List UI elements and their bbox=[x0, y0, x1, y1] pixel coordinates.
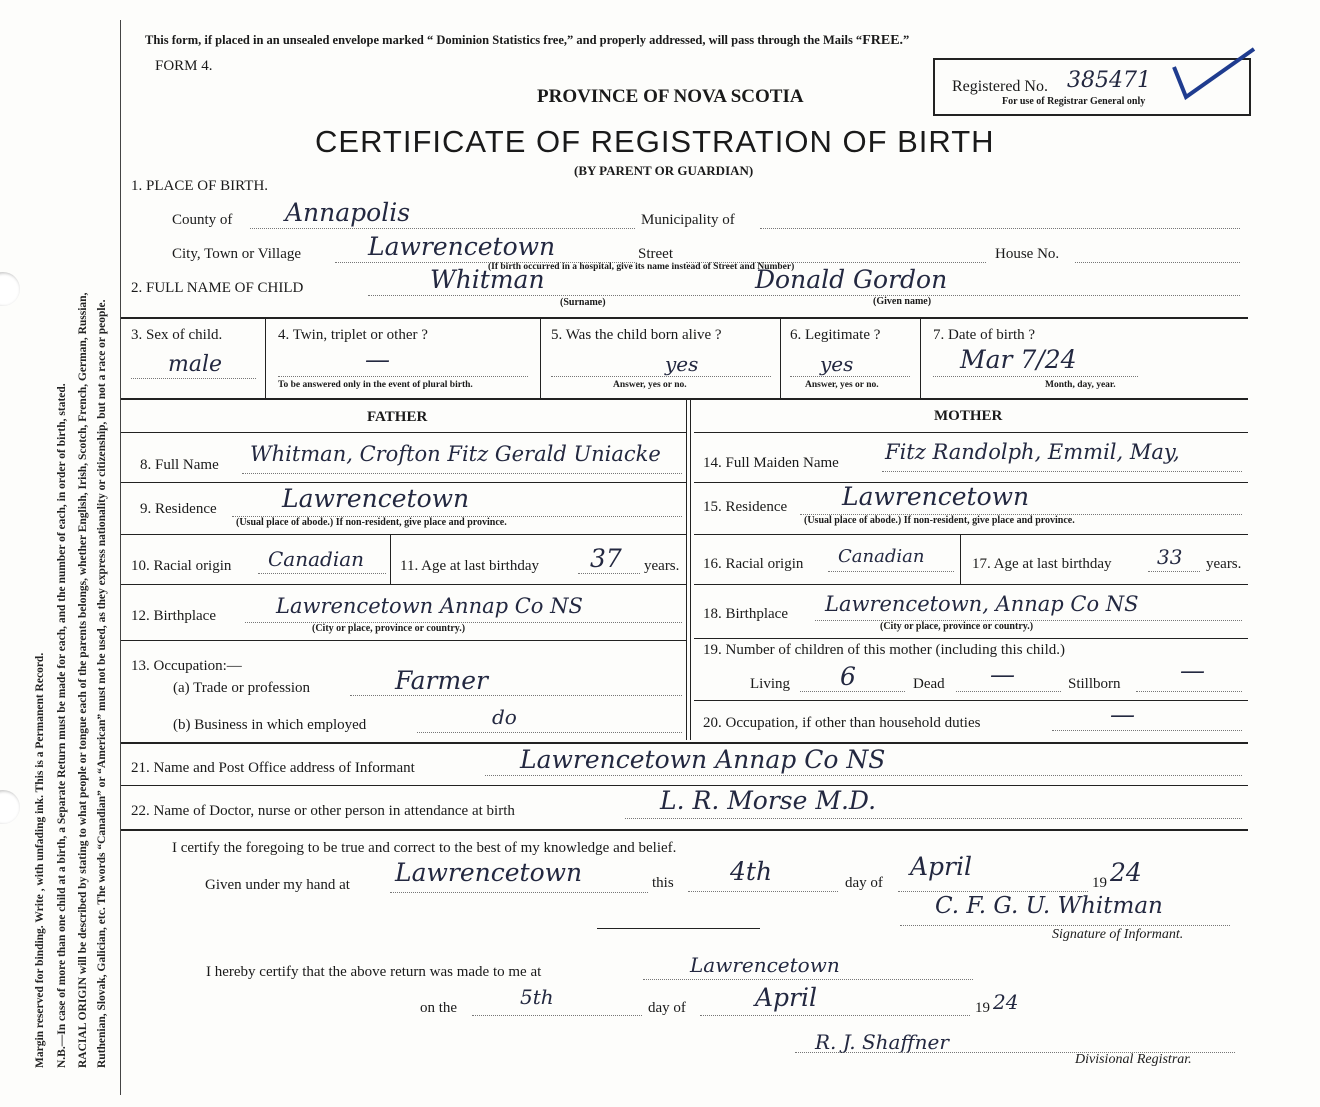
alive-line bbox=[551, 376, 771, 377]
legit-value: yes bbox=[820, 352, 854, 376]
parents-heading-rule-left bbox=[121, 432, 686, 433]
municipality-label: Municipality of bbox=[641, 212, 735, 228]
legit-note: Answer, yes or no. bbox=[805, 380, 879, 390]
dob-line bbox=[933, 376, 1138, 377]
father-rule-3 bbox=[121, 584, 686, 585]
dob-note: Month, day, year. bbox=[1045, 380, 1116, 390]
city-label: City, Town or Village bbox=[172, 246, 302, 262]
divider-4-5 bbox=[540, 319, 541, 398]
municipality-line bbox=[760, 228, 1240, 229]
father-res-note: (Usual place of abode.) If non-resident, give place and province. bbox=[236, 517, 507, 528]
child-name-label: 2. FULL NAME OF CHILD bbox=[131, 280, 304, 296]
sex-line bbox=[131, 378, 256, 379]
father-heading: FATHER bbox=[367, 409, 428, 425]
divider-5-6 bbox=[780, 319, 781, 398]
mother-name-label: 14. Full Maiden Name bbox=[703, 455, 839, 471]
county-value: Annapolis bbox=[285, 198, 411, 227]
child-given-name: Donald Gordon bbox=[755, 265, 948, 294]
legit-label: 6. Legitimate ? bbox=[790, 327, 881, 343]
this-value: 4th bbox=[730, 857, 773, 886]
dead-line bbox=[956, 691, 1061, 692]
house-line bbox=[1075, 262, 1240, 263]
living-value: 6 bbox=[840, 662, 856, 691]
registrar-note: For use of Registrar General only bbox=[1002, 96, 1146, 107]
certificate-subtitle: (BY PARENT OR GUARDIAN) bbox=[574, 163, 754, 178]
child-surname: Whitman bbox=[430, 265, 545, 294]
father-name-line bbox=[242, 473, 682, 474]
mother-occ-line bbox=[1052, 730, 1242, 731]
separator-rule bbox=[597, 928, 760, 929]
city-value: Lawrencetown bbox=[368, 232, 556, 261]
given-place: Lawrencetown bbox=[395, 858, 583, 887]
registrar-signature: R. J. Shaffner bbox=[815, 1030, 949, 1054]
side-note-racial-1: RACIAL ORIGIN will be described by stating to what people or tongue each of the parents belongs, whether English, Irish, Scotch, French, German, Russian, bbox=[77, 292, 89, 1068]
father-years: years. bbox=[644, 558, 680, 574]
informant-line bbox=[485, 775, 1242, 776]
registrar-on-the-label: on the bbox=[420, 1000, 458, 1016]
doctor-line bbox=[625, 818, 1242, 819]
stillborn-line bbox=[1136, 691, 1242, 692]
living-line bbox=[800, 691, 905, 692]
twin-note: To be answered only in the event of plural birth. bbox=[278, 380, 473, 390]
dead-label: Dead bbox=[913, 676, 945, 692]
surname-note: (Surname) bbox=[560, 297, 606, 308]
checkmark-icon bbox=[1170, 45, 1260, 105]
alive-value: yes bbox=[665, 352, 699, 376]
sex-label: 3. Sex of child. bbox=[131, 327, 223, 343]
registered-number: 385471 bbox=[1067, 68, 1151, 93]
father-race-divider bbox=[390, 534, 391, 584]
hospital-note: (If birth occurred in a hospital, give its name instead of Street and Number) bbox=[488, 262, 795, 272]
mother-race-line bbox=[828, 571, 954, 572]
living-label: Living bbox=[750, 676, 790, 692]
registrar-day-of-label: day of bbox=[648, 1000, 686, 1016]
registrar-month: April bbox=[755, 983, 817, 1012]
punch-hole-top bbox=[0, 272, 20, 306]
twin-line bbox=[278, 376, 528, 377]
mail-notice-prefix: This form, if placed in an unsealed envelope marked “ Dominion Statistics free,” and properly addressed, will pass through the Mails “ bbox=[145, 33, 863, 47]
county-label: County of bbox=[172, 212, 233, 228]
mother-occ-label: 20. Occupation, if other than household duties bbox=[703, 715, 981, 731]
father-birthplace-note: (City or place, province or country.) bbox=[312, 623, 466, 634]
alive-note: Answer, yes or no. bbox=[613, 380, 687, 390]
certify-statement: I certify the foregoing to be true and correct to the best of my knowledge and belief. bbox=[172, 840, 677, 856]
father-race-label: 10. Racial origin bbox=[131, 558, 232, 574]
row-rule-bottom bbox=[121, 398, 1248, 400]
informant-signature-line bbox=[900, 925, 1230, 926]
registrar-day: 5th bbox=[520, 985, 554, 1009]
mother-race-label: 16. Racial origin bbox=[703, 556, 804, 572]
father-name-label: 8. Full Name bbox=[140, 457, 219, 473]
legit-line bbox=[790, 376, 910, 377]
certify-year-prefix: 19 bbox=[1092, 875, 1107, 891]
mother-res-label: 15. Residence bbox=[703, 499, 788, 515]
doctor-rule-bottom bbox=[121, 829, 1248, 831]
informant-value: Lawrencetown Annap Co NS bbox=[520, 745, 886, 774]
given-label: Given under my hand at bbox=[205, 877, 350, 893]
mother-rule-5 bbox=[694, 700, 1248, 701]
mother-rule-2 bbox=[694, 534, 1248, 535]
mother-rule-4 bbox=[694, 638, 1248, 639]
mother-occ-value: — bbox=[1110, 700, 1135, 729]
place-heading: 1. PLACE OF BIRTH. bbox=[131, 178, 269, 194]
county-line bbox=[250, 228, 635, 229]
sex-value: male bbox=[168, 352, 223, 377]
mother-heading: MOTHER bbox=[934, 408, 1003, 424]
child-name-line bbox=[368, 295, 1240, 296]
day-of-label: day of bbox=[845, 875, 883, 891]
house-label: House No. bbox=[995, 246, 1060, 262]
mother-age-label: 17. Age at last birthday bbox=[972, 556, 1112, 572]
father-age-value: 37 bbox=[590, 544, 622, 573]
mother-res-note: (Usual place of abode.) If non-resident, give place and province. bbox=[804, 515, 1075, 526]
registrar-statement: I hereby certify that the above return was made to me at bbox=[206, 964, 542, 980]
mother-birthplace-note: (City or place, province or country.) bbox=[880, 621, 1034, 632]
twin-label: 4. Twin, triplet or other ? bbox=[278, 327, 428, 343]
mother-rule-3 bbox=[694, 584, 1248, 585]
registrar-place-line bbox=[643, 979, 973, 980]
stillborn-label: Stillborn bbox=[1068, 676, 1121, 692]
row-rule-top bbox=[121, 317, 1248, 319]
mother-age-line bbox=[1148, 571, 1200, 572]
father-occ-label: 13. Occupation:— bbox=[131, 658, 242, 674]
mother-age-value: 33 bbox=[1157, 545, 1183, 569]
registrar-day-line bbox=[472, 1015, 642, 1016]
mother-name-line bbox=[882, 471, 1242, 472]
father-trade-line bbox=[350, 695, 682, 696]
father-res-value: Lawrencetown bbox=[282, 484, 470, 513]
doctor-label: 22. Name of Doctor, nurse or other person in attendance at birth bbox=[131, 803, 515, 819]
side-note-nb: N.B.—In case of more than one child at a birth, a Separate Return must be made for each, and the number of each, in order of birth, stated. bbox=[56, 383, 68, 1068]
dob-value: Mar 7/24 bbox=[960, 345, 1077, 374]
parents-divider bbox=[686, 400, 691, 740]
father-race-line bbox=[258, 573, 386, 574]
mail-notice bbox=[145, 33, 909, 49]
father-name-value: Whitman, Crofton Fitz Gerald Uniacke bbox=[250, 442, 661, 466]
registrar-year: 24 bbox=[993, 990, 1019, 1014]
father-res-label: 9. Residence bbox=[140, 501, 217, 517]
form-number: FORM 4. bbox=[155, 58, 213, 74]
father-rule-2 bbox=[121, 534, 686, 535]
informant-signature-label: Signature of Informant. bbox=[1052, 927, 1184, 942]
certify-month: April bbox=[910, 852, 972, 881]
father-business-value: do bbox=[492, 705, 517, 729]
certify-year: 24 bbox=[1110, 858, 1142, 887]
father-birthplace-label: 12. Birthplace bbox=[131, 608, 216, 624]
father-trade-value: Farmer bbox=[395, 666, 488, 695]
informant-rule bbox=[121, 742, 1248, 744]
certificate-title: CERTIFICATE OF REGISTRATION OF BIRTH bbox=[315, 124, 995, 159]
punch-hole-bottom bbox=[0, 790, 20, 824]
registered-label: Registered No. bbox=[952, 78, 1048, 95]
twin-value: — bbox=[365, 345, 390, 374]
mother-name-value: Fitz Randolph, Emmil, May, bbox=[885, 440, 1180, 464]
parents-heading-rule-right bbox=[694, 432, 1248, 433]
informant-signature: C. F. G. U. Whitman bbox=[935, 893, 1163, 919]
dead-value: — bbox=[990, 660, 1015, 689]
father-business-line bbox=[417, 732, 682, 733]
stillborn-value: — bbox=[1180, 656, 1205, 685]
this-label: this bbox=[652, 875, 674, 891]
mother-years: years. bbox=[1206, 556, 1242, 572]
registrar-signature-label: Divisional Registrar. bbox=[1075, 1052, 1192, 1067]
father-rule-1 bbox=[121, 482, 686, 483]
given-place-line bbox=[390, 892, 648, 893]
mail-notice-suffix: ” bbox=[903, 33, 910, 47]
father-trade-label: (a) Trade or profession bbox=[173, 680, 311, 696]
alive-label: 5. Was the child born alive ? bbox=[551, 327, 722, 343]
certify-month-line bbox=[898, 891, 1088, 892]
mail-notice-free: FREE. bbox=[862, 33, 904, 48]
mother-birthplace-value: Lawrencetown, Annap Co NS bbox=[825, 592, 1139, 616]
registrar-place: Lawrencetown bbox=[690, 953, 840, 977]
divider-6-7 bbox=[920, 319, 921, 398]
father-business-label: (b) Business in which employed bbox=[173, 717, 367, 733]
father-race-value: Canadian bbox=[268, 547, 365, 571]
informant-label: 21. Name and Post Office address of Informant bbox=[131, 760, 415, 776]
mother-race-value: Canadian bbox=[838, 546, 925, 567]
father-birthplace-value: Lawrencetown Annap Co NS bbox=[276, 594, 583, 618]
doctor-value: L. R. Morse M.D. bbox=[660, 786, 877, 815]
registrar-month-line bbox=[700, 1015, 970, 1016]
mother-birthplace-label: 18. Birthplace bbox=[703, 606, 788, 622]
province-heading: PROVINCE OF NOVA SCOTIA bbox=[537, 86, 804, 107]
mother-children-label: 19. Number of children of this mother (including this child.) bbox=[703, 642, 1066, 658]
street-label: Street bbox=[638, 246, 673, 262]
this-line bbox=[688, 891, 838, 892]
father-age-label: 11. Age at last birthday bbox=[400, 558, 539, 574]
dob-label: 7. Date of birth ? bbox=[933, 327, 1036, 343]
given-note: (Given name) bbox=[873, 296, 932, 307]
father-age-line bbox=[578, 573, 640, 574]
side-note-racial-2: Ruthenian, Slovak, Galician, etc. The words “Canadian” or “American” must not be used, as they express nationality or citizenship, but not a race or people. bbox=[96, 299, 108, 1068]
registrar-year-prefix: 19 bbox=[975, 1000, 990, 1016]
divider-3-4 bbox=[265, 319, 266, 398]
mother-race-divider bbox=[960, 534, 961, 584]
side-note-margin: Margin reserved for binding. Write , with unfading ink. This is a Permanent Record. bbox=[34, 652, 46, 1068]
father-rule-4 bbox=[121, 640, 686, 641]
binding-margin-rule bbox=[120, 20, 121, 1095]
mother-res-value: Lawrencetown bbox=[842, 482, 1030, 511]
